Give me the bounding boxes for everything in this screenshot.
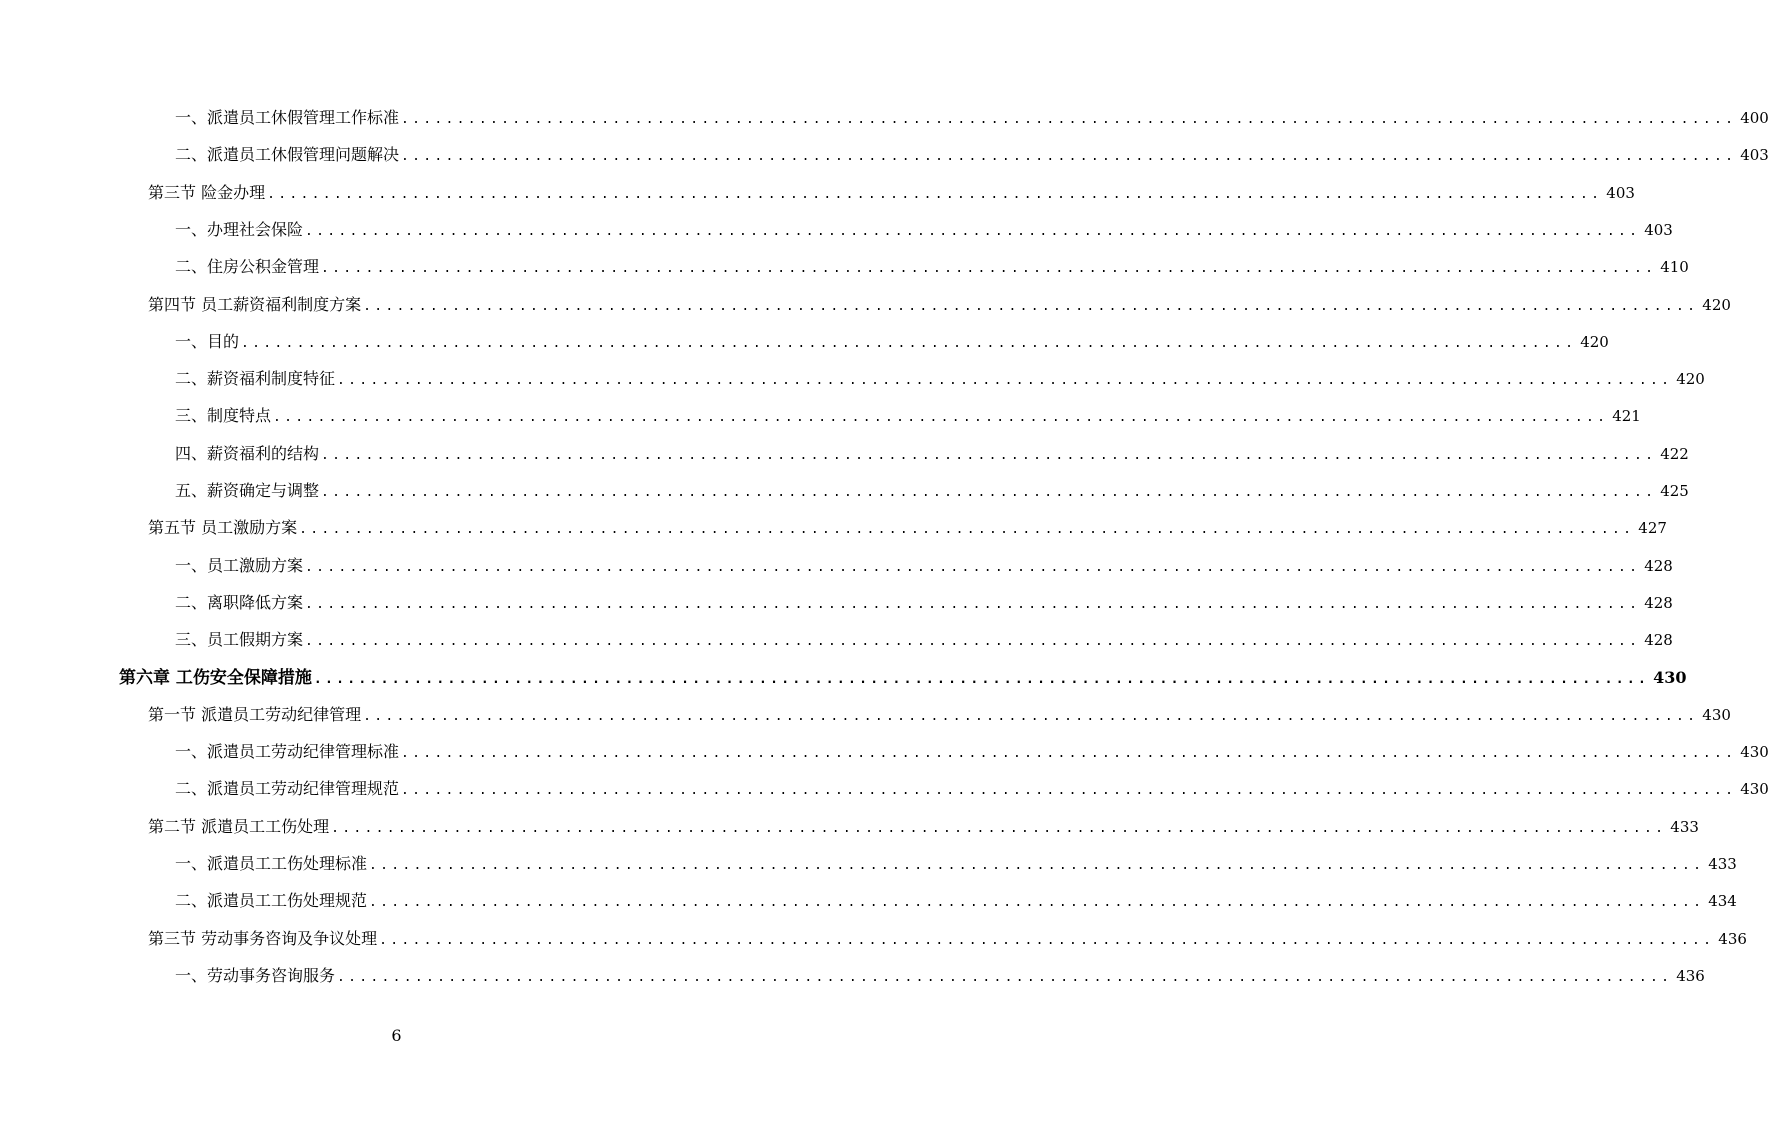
toc-dot-leader: ........................................................................................................................ — [305, 597, 1641, 612]
toc-page-number: 436 — [1676, 967, 1705, 985]
toc-dot-leader: ........................................................................................................................ — [337, 970, 1673, 985]
toc-dot-leader: ........................................................................................................................ — [369, 895, 1705, 910]
toc-page-number: 434 — [1708, 892, 1737, 910]
toc-section-entry[interactable] — [148, 291, 1731, 319]
toc-entry-title: 第二节 派遣员工工伤处理 — [148, 817, 330, 836]
toc-page-number: 410 — [1660, 258, 1689, 276]
toc-page-number: 428 — [1644, 594, 1673, 612]
toc-dot-leader: ........................................................................................................................ — [305, 634, 1641, 649]
toc-section-entry[interactable] — [148, 925, 1747, 953]
toc-entry-title: 二、薪资福利制度特征 — [175, 369, 336, 388]
toc-section-entry[interactable] — [148, 813, 1699, 841]
toc-subsection-entry[interactable] — [175, 328, 1609, 356]
toc-page-number: 403 — [1606, 184, 1635, 202]
toc-section-entry[interactable] — [148, 179, 1635, 207]
toc-page-number: 403 — [1740, 146, 1769, 164]
toc-subsection-entry[interactable] — [175, 440, 1689, 468]
toc-page-number: 433 — [1708, 855, 1737, 873]
toc-entry-title: 一、目的 — [175, 332, 240, 351]
toc-page-number: 420 — [1702, 296, 1731, 314]
toc-page-number: 430 — [1702, 706, 1731, 724]
toc-subsection-entry[interactable] — [175, 216, 1673, 244]
toc-page-number: 420 — [1580, 333, 1609, 351]
toc-page-number: 433 — [1670, 818, 1699, 836]
toc-section-entry[interactable] — [148, 701, 1731, 729]
toc-entry-title: 第六章 工伤安全保障措施 — [119, 668, 312, 688]
toc-page-number: 430 — [1740, 743, 1769, 761]
toc-dot-leader: ........................................................................................................................ — [363, 709, 1699, 724]
toc-subsection-entry[interactable] — [175, 626, 1673, 654]
toc-page-number: 436 — [1718, 930, 1747, 948]
toc-subsection-entry[interactable] — [175, 738, 1769, 766]
toc-entry-title: 三、员工假期方案 — [175, 630, 304, 649]
toc-dot-leader: ........................................................................................................................ — [321, 261, 1657, 276]
toc-page-number: 425 — [1660, 482, 1689, 500]
toc-dot-leader: ........................................................................................................................ — [369, 858, 1705, 873]
toc-page-number: 400 — [1740, 109, 1769, 127]
toc-entry-title: 五、薪资确定与调整 — [175, 481, 320, 500]
toc-dot-leader: ........................................................................................................................ — [337, 373, 1673, 388]
toc-entry-title: 三、制度特点 — [175, 406, 272, 425]
toc-dot-leader: ........................................................................................................................ — [241, 336, 1577, 351]
toc-page-number: 430 — [1740, 780, 1769, 798]
toc-page-number: 420 — [1676, 370, 1705, 388]
toc-dot-leader: ........................................................................................................................ — [267, 187, 1603, 202]
toc-entry-title: 二、住房公积金管理 — [175, 257, 320, 276]
toc-entry-title: 一、劳动事务咨询服务 — [175, 966, 336, 985]
toc-dot-leader: ........................................................................................................................ — [363, 299, 1699, 314]
toc-page-number: 403 — [1644, 221, 1673, 239]
toc-subsection-entry[interactable] — [175, 775, 1769, 803]
toc-dot-leader: ........................................................................................................................ — [299, 522, 1635, 537]
toc-dot-leader: ........................................................................................................................ — [331, 821, 1667, 836]
toc-entry-title: 一、员工激励方案 — [175, 556, 304, 575]
toc-subsection-entry[interactable] — [175, 104, 1769, 132]
toc-entry-title: 二、派遣员工休假管理问题解决 — [175, 145, 400, 164]
toc-dot-leader: ........................................................................................................................ — [401, 112, 1737, 127]
toc-subsection-entry[interactable] — [175, 850, 1737, 878]
toc-entry-title: 二、派遣员工劳动纪律管理规范 — [175, 779, 400, 798]
toc-entry-title: 四、薪资福利的结构 — [175, 444, 320, 463]
toc-dot-leader: ........................................................................................................................ — [305, 224, 1641, 239]
toc-section-entry[interactable] — [148, 514, 1667, 542]
toc-entry-title: 第四节 员工薪资福利制度方案 — [148, 295, 362, 314]
toc-entry-title: 第一节 派遣员工劳动纪律管理 — [148, 705, 362, 724]
toc-page-number: 421 — [1612, 407, 1641, 425]
toc-subsection-entry[interactable] — [175, 477, 1689, 505]
toc-entry-title: 一、派遣员工休假管理工作标准 — [175, 108, 400, 127]
toc-page-number: 430 — [1653, 668, 1687, 687]
toc-subsection-entry[interactable] — [175, 887, 1737, 915]
toc-entry-title: 第五节 员工激励方案 — [148, 518, 298, 537]
toc-page-number: 422 — [1660, 445, 1689, 463]
toc-subsection-entry[interactable] — [175, 552, 1673, 580]
toc-page-number: 428 — [1644, 631, 1673, 649]
toc-subsection-entry[interactable] — [175, 141, 1769, 169]
toc-page-number: 427 — [1638, 519, 1667, 537]
toc-dot-leader: ........................................................................................................................ — [401, 149, 1737, 164]
toc-page-number: 428 — [1644, 557, 1673, 575]
toc-chapter-entry[interactable] — [119, 664, 1687, 692]
toc-dot-leader: ........................................................................................................................ — [401, 746, 1737, 761]
toc-dot-leader: ........................................................................................................................ — [305, 560, 1641, 575]
toc-dot-leader: ........................................................................................................................ — [379, 933, 1715, 948]
toc-subsection-entry[interactable] — [175, 402, 1641, 430]
toc-dot-leader: ........................................................................................................................ — [313, 672, 1650, 687]
toc-entry-title: 二、派遣员工工伤处理规范 — [175, 891, 368, 910]
toc-subsection-entry[interactable] — [175, 253, 1689, 281]
toc-dot-leader: ........................................................................................................................ — [321, 485, 1657, 500]
toc-subsection-entry[interactable] — [175, 962, 1705, 990]
toc-subsection-entry[interactable] — [175, 589, 1673, 617]
toc-entry-title: 第三节 险金办理 — [148, 183, 266, 202]
page-number: 6 — [391, 1026, 402, 1045]
toc-entry-title: 一、派遣员工工伤处理标准 — [175, 854, 368, 873]
toc-dot-leader: ........................................................................................................................ — [273, 410, 1609, 425]
toc-entry-title: 一、派遣员工劳动纪律管理标准 — [175, 742, 400, 761]
toc-entry-title: 二、离职降低方案 — [175, 593, 304, 612]
toc-dot-leader: ........................................................................................................................ — [321, 448, 1657, 463]
toc-entry-title: 第三节 劳动事务咨询及争议处理 — [148, 929, 378, 948]
toc-dot-leader: ........................................................................................................................ — [401, 783, 1737, 798]
toc-entry-title: 一、办理社会保险 — [175, 220, 304, 239]
toc-subsection-entry[interactable] — [175, 365, 1705, 393]
